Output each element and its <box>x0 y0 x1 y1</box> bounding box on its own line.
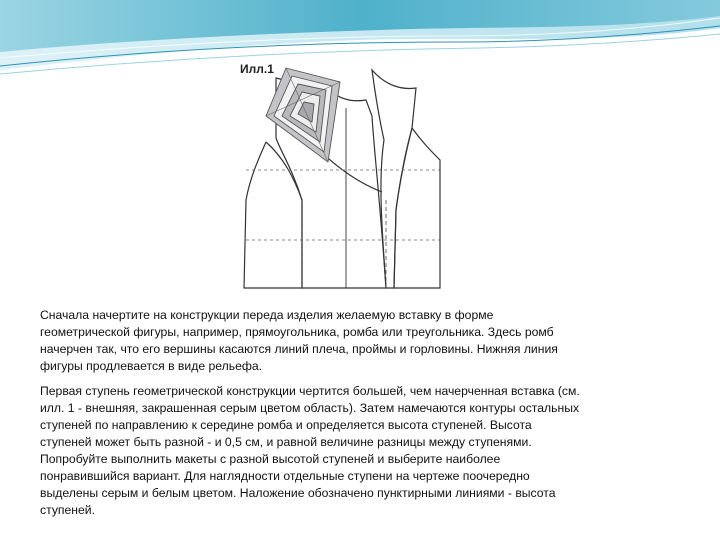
right-center-panel <box>372 70 416 288</box>
paragraph-2 <box>40 383 680 519</box>
paragraph-1 <box>40 307 680 375</box>
diamond-insert <box>266 68 340 162</box>
paragraph-line: Сначала начертите на конструкции переда изделия желаемую вставку в форме <box>40 308 494 322</box>
paragraph-line: фигуры продлевается в виде рельефа. <box>40 359 263 373</box>
paragraph-line: выделены серым и белым цветом. Наложение обозначено пунктирными линиями - высота <box>40 486 556 500</box>
paragraph-line: ступеней. <box>40 503 95 517</box>
paragraph-line: понравившийся вариант. Для наглядности отдельные ступени на чертеже поочередно <box>40 469 530 483</box>
paragraph-line: Попробуйте выполнить макеты с разной высотой ступеней и выберите наиболее <box>40 452 501 466</box>
paragraph-line: ступеней по направлению к середине ромба и определяется высота ступеней. Высота <box>40 418 532 432</box>
bodice-pattern-illustration <box>236 60 446 292</box>
paragraph-line: геометрической фигуры, например, прямоугольника, ромба или треугольника. Здесь ромб <box>40 325 554 339</box>
paragraph-line: Первая ступень геометрической конструкции чертится большей, чем начерченная вставка (см. <box>40 384 580 398</box>
left-side-panel <box>244 142 302 288</box>
paragraph-line: начерчен так, что его вершины касаются линий плеча, проймы и горловины. Нижняя линия <box>40 342 558 356</box>
paragraph-line: ступеней может быть разной - и 0,5 см, и равной величине разницы между ступенями. <box>40 435 532 449</box>
paragraph-line: илл. 1 - внешняя, закрашенная серым цветом область). Затем намечаются контуры остальных <box>40 401 580 415</box>
figure-label: Илл.1 <box>240 62 274 76</box>
right-side-panel <box>394 128 440 288</box>
